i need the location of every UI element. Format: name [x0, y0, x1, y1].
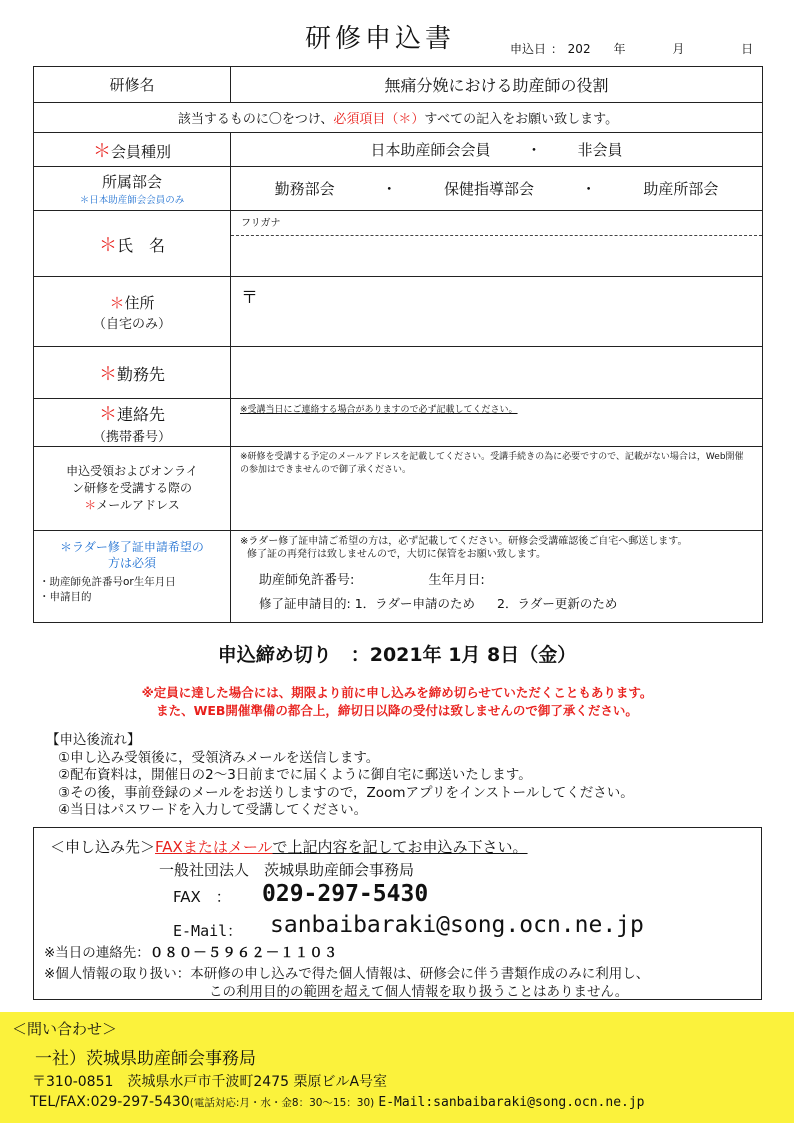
option-midwifery-home[interactable]: 助産所部会: [643, 180, 719, 198]
flow-item: ②配布資料は，開催日の2～3日前までに届くように御自宅に郵送いたします。: [58, 767, 532, 783]
option-dot: ・: [381, 180, 397, 198]
email-field[interactable]: [231, 447, 763, 531]
required-star: ＊: [92, 140, 111, 162]
option-dot: ・: [581, 180, 597, 198]
option-dot: ・: [526, 141, 542, 159]
ladder-fields-row: [231, 561, 762, 588]
instruction-prefix: 該当するものに〇をつけ、: [177, 112, 334, 127]
notice: [0, 684, 794, 720]
instruction-suffix: すべての記入をお願い致します。: [424, 112, 619, 127]
purpose-option-2[interactable]: 2．ラダー更新のため: [497, 596, 618, 611]
required-star: ＊: [98, 234, 117, 256]
destination-org: 一般社団法人 茨城県助産師会事務局: [159, 861, 415, 879]
postal-mark: 〒: [241, 288, 258, 308]
address-label-text: 住所: [124, 293, 155, 312]
ladder-label-line1: ＊ラダー修了証申請希望の: [60, 540, 204, 554]
flow-item: ④当日はパスワードを入力して受講してください。: [58, 802, 368, 818]
privacy-line1: ※個人情報の取り扱い：本研修の申し込みで得た個人情報は、研修会に伴う書類作成のみに利用し、: [44, 966, 650, 982]
date-year-prefix: 202: [567, 42, 591, 56]
after-application-flow: [46, 732, 634, 820]
flow-item: ①申し込み受領後に，受領済みメールを送信します。: [58, 749, 380, 766]
ladder-note2: 修了証の再発行は致しませんので，大切に保管をお願い致します。: [247, 549, 546, 560]
contact-label: [34, 399, 231, 447]
ladder-sub2: ・申請目的: [39, 591, 92, 603]
address-label: [34, 277, 231, 347]
division-note: ＊日本助産師会会員のみ: [79, 195, 185, 206]
training-name-label: 研修名: [34, 67, 231, 103]
workplace-field[interactable]: [231, 347, 763, 399]
mail-word: メール: [227, 838, 273, 856]
day-contact: [44, 941, 338, 961]
ladder-field[interactable]: [231, 531, 763, 623]
license-label: 助産師免許番号:: [259, 573, 355, 588]
page-title: 研修申込書: [305, 24, 456, 54]
ladder-note1: ※ラダー修了証申請ご希望の方は，必ず記載してください。研修会受講確認後ご自宅へ郵送します。: [240, 536, 688, 547]
email-address[interactable]: sanbaibaraki@song.ocn.ne.jp: [270, 912, 644, 938]
option-non-member[interactable]: 非会員: [577, 141, 623, 159]
date-year: 年: [613, 42, 626, 56]
ladder-label-line2: 方は必須: [107, 556, 156, 570]
email-note: ※研修を受講する予定のメールアドレスを記載してください。受講手続きの為に必要ですので、記載がない場合は，Web開催の参加はできませんので御了承ください。: [240, 452, 744, 475]
inquiry-hours: (電話対応:月・水・金8：30～15：30): [189, 1097, 375, 1109]
fax-number: 029-297-5430: [262, 881, 429, 907]
deadline: 申込締め切り ：2021年 1月 8日（金）: [217, 644, 577, 666]
inquiry-org: 一社）茨城県助産師会事務局: [35, 1049, 256, 1069]
option-member[interactable]: 日本助産師会会員: [370, 141, 491, 159]
contact-label-text: 連絡先: [116, 405, 165, 424]
email-label-line2: ン研修を受講する際の: [71, 481, 192, 495]
fax-word: FAX: [155, 838, 183, 856]
name-label-text: 氏 名: [116, 235, 165, 255]
required-star: ＊: [84, 498, 97, 512]
member-type-options: [231, 133, 763, 167]
contact-note: ※受講当日にご連絡する場合がありますので必ず記載してください。: [240, 405, 518, 415]
email-label: [34, 447, 231, 531]
flow-heading: 【申込後流れ】: [46, 732, 141, 748]
instruction-row: [34, 103, 763, 133]
date-label: 申込日: [510, 42, 547, 56]
ladder-purpose-row: [231, 588, 762, 612]
email-label-line3: メールアドレス: [96, 498, 180, 512]
birth-label: 生年月日:: [428, 573, 485, 588]
name-input-area[interactable]: [231, 236, 762, 276]
required-star: ＊: [109, 293, 125, 312]
workplace-label-text: 勤務先: [116, 364, 165, 384]
destination-intro: [50, 836, 528, 857]
training-name-value: 無痛分娩における助産師の役割: [231, 67, 763, 103]
purpose-label: 修了証申請目的:: [259, 596, 351, 611]
notice-line1: ※定員に達した場合には、期限より前に申し込みを締め切らせていただくこともあります。: [141, 685, 653, 700]
application-date: [510, 40, 753, 57]
contact-field[interactable]: [231, 399, 763, 447]
intro-suffix: で上記内容を記してお申込み下さい。: [272, 838, 528, 856]
division-options: [231, 167, 763, 211]
inquiry-tel: TEL/FAX:029-297-5430: [30, 1094, 190, 1110]
address-field[interactable]: [231, 277, 763, 347]
inquiry-address: 〒310-0851 茨城県水戸市千波町2475 栗原ビルA号室: [32, 1074, 388, 1090]
inquiry-section: [0, 1012, 794, 1123]
option-health[interactable]: 保健指導部会: [443, 180, 534, 198]
application-destination-box: [33, 827, 762, 1000]
fax-label: FAX ：: [173, 888, 231, 906]
or-word: または: [182, 838, 228, 856]
day-contact-number: ０８０－５９６２－１１０３: [149, 945, 339, 961]
date-month: 月: [672, 42, 685, 56]
address-sub: （自宅のみ）: [92, 316, 171, 332]
email-label: E-Mail：: [173, 922, 243, 940]
privacy-line2: この利用目的の範囲を超えて個人情報を取り扱うことはありません。: [209, 984, 629, 1000]
date-sep: ：: [550, 42, 563, 56]
intro-prefix: ＜申し込み先＞: [50, 838, 156, 856]
application-form: [33, 66, 763, 623]
email-label-line1: 申込受領およびオンライ: [66, 464, 198, 478]
name-field[interactable]: [231, 211, 763, 277]
name-label: [34, 211, 231, 277]
contact-sub: （携帯番号）: [92, 430, 171, 445]
workplace-label: [34, 347, 231, 399]
ladder-label: [34, 531, 231, 623]
day-contact-label: ※当日の連絡先：: [44, 945, 150, 961]
furigana-label: フリガナ: [231, 211, 762, 236]
required-star: ＊: [98, 404, 117, 425]
inquiry-email[interactable]: E-Mail:sanbaibaraki@song.ocn.ne.jp: [378, 1095, 645, 1110]
division-label-text: 所属部会: [101, 173, 162, 191]
instruction-required: 必須項目（＊）: [333, 112, 425, 127]
required-star: ＊: [98, 363, 117, 385]
ladder-sub1: ・助産師免許番号or生年月日: [39, 576, 176, 588]
purpose-option-1[interactable]: 1．ラダー申請のため: [354, 596, 476, 611]
inquiry-contact-line: [30, 1094, 645, 1110]
inquiry-heading: ＜問い合わせ＞: [12, 1020, 118, 1038]
division-label: [34, 167, 231, 211]
date-day: 日: [741, 42, 754, 56]
flow-item: ③その後，事前登録のメールをお送りしますので，Zoomアプリをインストールしてください。: [58, 784, 634, 801]
member-type-label-text: 会員種別: [110, 142, 171, 161]
notice-line2: また、WEB開催準備の都合上，締切日以降の受付は致しませんので御了承ください。: [156, 703, 638, 718]
option-work[interactable]: 勤務部会: [274, 180, 335, 198]
member-type-label: [34, 133, 231, 167]
